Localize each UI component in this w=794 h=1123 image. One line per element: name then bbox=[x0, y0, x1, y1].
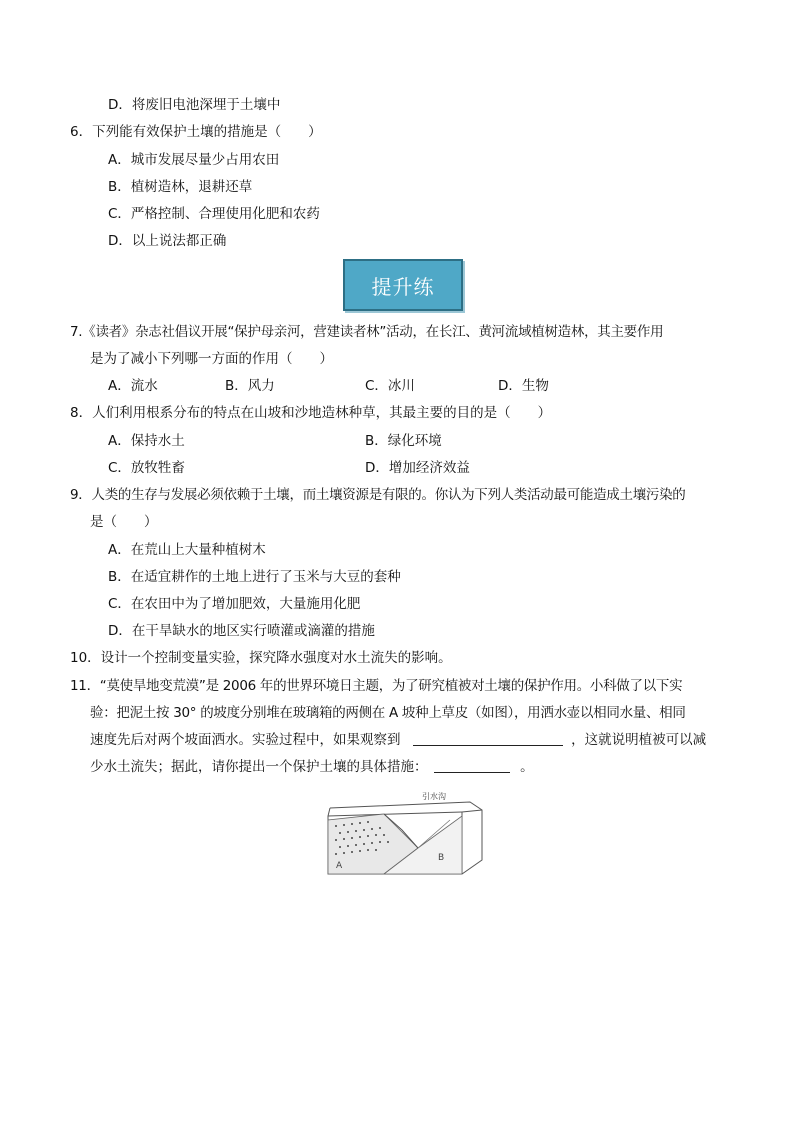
section-title: 提升练 bbox=[371, 274, 435, 299]
q11-line4 bbox=[90, 758, 534, 776]
q11-line2: 验：把泥土按 30° 的坡度分别堆在玻璃箱的两侧在 A 坡种上草皮（如图），用洒水壶以相同水量、相同 bbox=[90, 705, 686, 721]
q8-option-b: B．绿化环境 bbox=[365, 433, 442, 449]
q9-stem-line2: 是（ ） bbox=[90, 514, 158, 530]
q7-stem-line2: 是为了减小下列哪一方面的作用（ ） bbox=[90, 351, 333, 367]
figure-label-trench: 引水沟 bbox=[422, 792, 446, 801]
q9-option-b: B．在适宜耕作的土地上进行了玉米与大豆的套种 bbox=[108, 569, 401, 585]
q11-answer-blank-2[interactable] bbox=[434, 758, 510, 773]
q7-option-b: B．风力 bbox=[225, 378, 275, 394]
q9-option-c: C．在农田中为了增加肥效，大量施用化肥 bbox=[108, 596, 361, 612]
q11-line4-text-b: 。 bbox=[520, 759, 534, 775]
q6-option-b: B．植树造林，退耕还草 bbox=[108, 179, 253, 195]
q7-stem-line1: 7.《读者》杂志社倡议开展“保护母亲河，营建读者林”活动，在长江、黄河流域植树造林，其主要作用 bbox=[70, 324, 664, 340]
figure-label-a: A bbox=[336, 861, 343, 871]
q9-stem-line1: 9．人类的生存与发展必须依赖于土壤，而土壤资源是有限的。你认为下列人类活动最可能造成土壤污染的 bbox=[70, 487, 686, 503]
q11-line4-text-a: 少水土流失；据此，请你提出一个保护土壤的具体措施： bbox=[90, 759, 428, 775]
q6-option-c: C．严格控制、合理使用化肥和农药 bbox=[108, 206, 320, 222]
q11-line3 bbox=[90, 731, 706, 749]
q6-stem: 6．下列能有效保护土壤的措施是（ ） bbox=[70, 124, 322, 140]
q9-option-d: D．在干旱缺水的地区实行喷灌或滴灌的措施 bbox=[108, 623, 375, 639]
q8-stem: 8．人们利用根系分布的特点在山坡和沙地造林种草，其最主要的目的是（ ） bbox=[70, 405, 552, 421]
section-title-box bbox=[343, 259, 463, 311]
q10-stem: 10．设计一个控制变量实验，探究降水强度对水土流失的影响。 bbox=[70, 650, 452, 666]
experiment-figure bbox=[322, 790, 486, 878]
q5-option-d: D．将废旧电池深埋于土壤中 bbox=[108, 97, 281, 113]
q8-option-c: C．放牧牲畜 bbox=[108, 460, 185, 476]
q11-line3-text-b: ，这就说明植被可以减 bbox=[571, 732, 707, 748]
q11-line1: 11．“莫使旱地变荒漠”是 2006 年的世界环境日主题，为了研究植被对土壤的保护作用。小科做了以下实 bbox=[70, 678, 683, 694]
q6-option-a: A．城市发展尽量少占用农田 bbox=[108, 152, 280, 168]
q8-option-d: D．增加经济效益 bbox=[365, 460, 470, 476]
glass-box-diagram bbox=[322, 790, 486, 878]
q7-option-a: A．流水 bbox=[108, 378, 158, 394]
q6-option-d: D．以上说法都正确 bbox=[108, 233, 227, 249]
q7-option-c: C．冰川 bbox=[365, 378, 415, 394]
q11-line3-text-a: 速度先后对两个坡面洒水。实验过程中，如果观察到 bbox=[90, 732, 401, 748]
q8-option-a: A．保持水土 bbox=[108, 433, 185, 449]
q7-option-d: D．生物 bbox=[498, 378, 549, 394]
q11-answer-blank-1[interactable] bbox=[413, 731, 563, 746]
q9-option-a: A．在荒山上大量种植树木 bbox=[108, 542, 266, 558]
figure-label-b: B bbox=[438, 853, 445, 863]
